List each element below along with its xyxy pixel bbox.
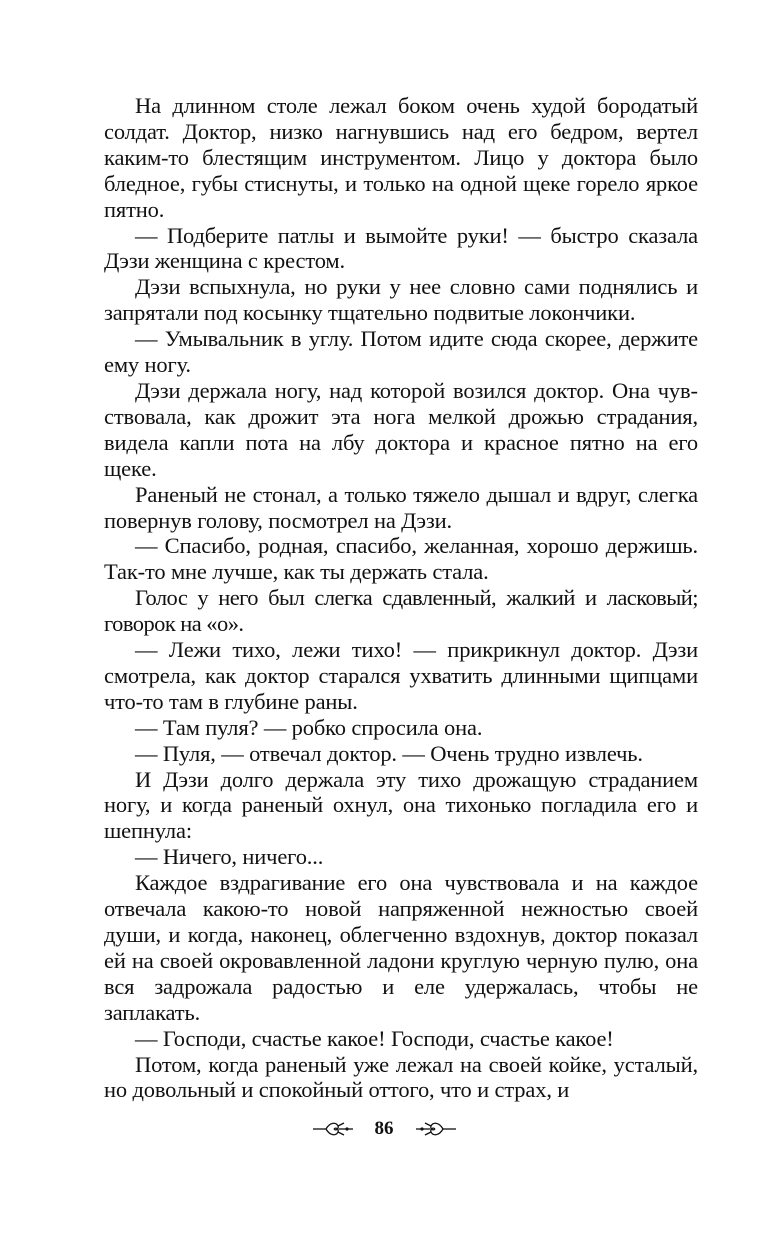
paragraph-9: — Лежи тихо, лежи тихо! — прикрикнул доктор. Дэзи смотрела, как доктор старался ухватить длинными щипцами что-то там в глубине раны. bbox=[104, 637, 698, 714]
paragraph-4: — Умывальник в углу. Потом идите сюда скорее, держите ему ногу. bbox=[104, 326, 698, 378]
paragraph-13: — Ничего, ничего... bbox=[135, 844, 324, 870]
paragraph-2: — Подберите патлы и вымойте руки! — быстро сказала Дэзи женщина с крестом. bbox=[104, 222, 698, 274]
paragraph-12: И Дэзи долго держала эту тихо дрожащую страданием ногу, и когда раненый охнул, она тихонько погладила его и шепнула: bbox=[104, 766, 698, 844]
page-footer bbox=[0, 1118, 768, 1140]
right-flourish-icon bbox=[414, 1120, 458, 1138]
paragraph-10: — Там пуля? — робко спросила она. bbox=[135, 714, 483, 740]
paragraph-11: — Пуля, — отвечал доктор. — Очень трудно извлечь. bbox=[135, 740, 643, 766]
left-flourish-icon bbox=[311, 1120, 355, 1138]
paragraph-16: Потом, когда раненый уже лежал на своей койке, усталый, но довольный и спокойный оттого, что и страх, и bbox=[104, 1051, 698, 1103]
paragraph-8: Голос у него был слегка сдавленный, жалкий и ласковый; говорок на «о». bbox=[104, 585, 698, 637]
paragraph-14: Каждое вздрагивание его она чувствовала и на каждое отвечала какою-то новой напряженной нежностью своей души, и когда, наконец, облегченно вздохнув, доктор показал ей на своей окровавленной ладони круглую черную пулю, она вся задрожала радостью и еле удержалась, чтобы не заплакать. bbox=[104, 870, 698, 1025]
page-number: 86 bbox=[374, 1118, 394, 1139]
paragraph-7: — Спасибо, родная, спасибо, желанная, хорошо держишь. Так-то мне лучше, как ты держать стала. bbox=[104, 533, 698, 585]
paragraph-15: — Господи, счастье какое! Господи, счастье какое! bbox=[135, 1025, 614, 1051]
page-text-body bbox=[104, 93, 698, 1103]
paragraph-1: На длинном столе лежал боком очень худой бородатый солдат. Доктор, низко нагнувшись над его бедром, вертел каким-то блестящим инструментом. Лицо у доктора было бледное, губы стиснуты, и только на одной щеке горело яркое пятно. bbox=[104, 93, 698, 222]
paragraph-5: Дэзи держала ногу, над которой возился доктор. Она чувствовала, как дрожит эта нога мелкой дрожью страдания, видела капли пота на лбу доктора и красное пятно на его щеке. bbox=[104, 377, 698, 481]
paragraph-3: Дэзи вспыхнула, но руки у нее словно сами поднялись и запрятали под косынку тщательно подвитые локончики. bbox=[104, 274, 698, 326]
paragraph-6: Раненый не стонал, а только тяжело дышал и вдруг, слегка повернув голову, посмотрел на Дэзи. bbox=[104, 481, 698, 533]
